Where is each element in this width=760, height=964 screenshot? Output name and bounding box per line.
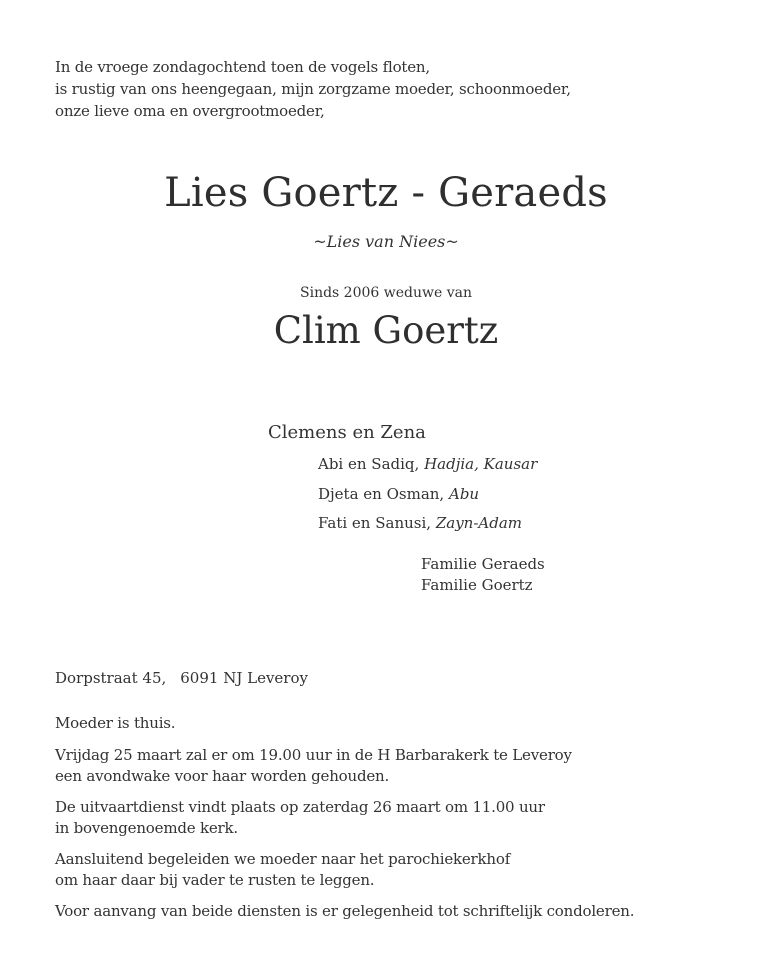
deceased-name: Lies Goertz - Geraeds <box>164 170 608 216</box>
family-child-row <box>318 453 537 475</box>
grandchildren: Zayn-Adam <box>435 514 522 532</box>
notice-line: Voor aanvang van beide diensten is er gelegenheid tot schriftelijk condoleren. <box>55 902 635 920</box>
notice-paragraph <box>55 713 175 734</box>
spouse-name: Clim Goertz <box>273 309 499 352</box>
notice-line: Vrijdag 25 maart zal er om 19.00 uur in de H Barbarakerk te Leveroy <box>55 746 572 764</box>
notice-paragraph <box>55 745 572 787</box>
address <box>55 667 308 689</box>
intro-line: In de vroege zondagochtend toen de vogels floten, <box>55 58 430 76</box>
address-postal-city: 6091 NJ Leveroy <box>180 669 308 687</box>
family-child-row <box>318 512 522 534</box>
notice-paragraph <box>55 901 634 922</box>
notice-line: in bovengenoemde kerk. <box>55 819 238 837</box>
intro-text <box>55 56 571 122</box>
child-couple: Fati en Sanusi, <box>318 514 432 532</box>
grandchildren: Abu <box>448 485 480 503</box>
child-couple: Abi en Sadiq, <box>318 455 420 473</box>
intro-line: onze lieve oma en overgrootmoeder, <box>55 102 325 120</box>
notice-line: om haar daar bij vader te rusten te leggen. <box>55 871 375 889</box>
notice-paragraph <box>55 797 545 839</box>
notice-line: Moeder is thuis. <box>55 714 176 732</box>
intro-line: is rustig van ons heengegaan, mijn zorgzame moeder, schoonmoeder, <box>55 80 571 98</box>
grandchildren: Hadjia, Kausar <box>424 455 538 473</box>
widow-since-label: Sinds 2006 weduwe van <box>300 285 472 301</box>
extended-family: Familie Goertz <box>421 576 533 594</box>
family-head: Clemens en Zena <box>268 422 426 443</box>
family-child-row <box>318 483 479 505</box>
address-street: Dorpstraat 45, <box>55 669 167 687</box>
notice-line: Aansluitend begeleiden we moeder naar het parochiekerkhof <box>55 850 511 868</box>
deceased-alias: ~Lies van Niees~ <box>313 232 459 251</box>
notice-line: een avondwake voor haar worden gehouden. <box>55 767 390 785</box>
extended-family: Familie Geraeds <box>421 555 545 573</box>
notice-paragraph <box>55 849 510 891</box>
child-couple: Djeta en Osman, <box>318 485 445 503</box>
notice-line: De uitvaartdienst vindt plaats op zaterdag 26 maart om 11.00 uur <box>55 798 545 816</box>
